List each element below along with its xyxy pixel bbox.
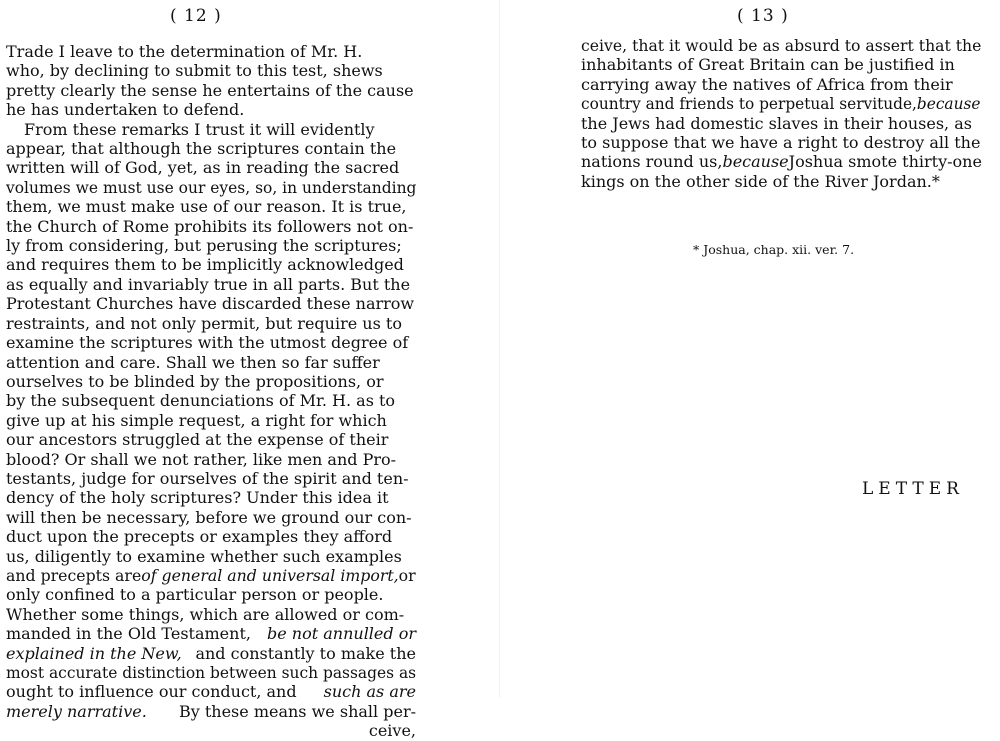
text-line: our ancestors struggled at the expense of their [6, 430, 389, 450]
page-number-left: ( 12 ) [170, 6, 222, 26]
text-line: ourselves to be blinded by the propositions, or [6, 371, 384, 391]
catchword-right: LETTER [862, 479, 964, 499]
italic-phrase: because [722, 152, 789, 172]
text-line: merely narrative. By these means we shall per- [6, 701, 416, 721]
text-line: kings on the other side of the River Jordan.* [581, 171, 940, 191]
text-line: the Jews had domestic slaves in their houses, as [581, 113, 972, 133]
text-line: manded in the Old Testament, be not annulled or [6, 624, 416, 644]
catchword-left: ceive, [368, 721, 416, 741]
text-line: only confined to a particular person or people. [6, 585, 384, 605]
left-page-text [6, 42, 416, 741]
text-line: us, diligently to examine whether such examples [6, 546, 402, 566]
right-page-text [581, 36, 981, 191]
text-line: dency of the holy scriptures? Under this idea it [6, 488, 389, 508]
text-line: who, by declining to submit to this test, shews [6, 61, 383, 81]
text-line: he has undertaken to defend. [6, 100, 245, 120]
text-line: the Church of Rome prohibits its followers not on- [6, 216, 414, 236]
text-line: as equally and invariably true in all parts. But the [6, 274, 411, 294]
italic-phrase: such as are [323, 682, 416, 702]
text-line: blood? Or shall we not rather, like men and Pro- [6, 449, 397, 469]
text-line: carrying away the natives of Africa from their [581, 74, 953, 94]
text-line: country and friends to perpetual servitude, because [581, 94, 981, 114]
text-line: ought to influence our conduct, and such as are [6, 682, 416, 702]
text-line: appear, that although the scriptures contain the [6, 139, 397, 159]
italic-phrase: be not annulled or [266, 624, 416, 644]
text-line: and precepts are of general and universal import, or [6, 565, 416, 585]
italic-phrase: merely narrative. [6, 701, 147, 721]
text-line: Trade I leave to the determination of Mr. H. [6, 42, 363, 61]
text-line: written will of God, yet, as in reading the sacred [6, 158, 400, 178]
text-line: ceive, that it would be as absurd to assert that the [581, 36, 982, 55]
text-line: ly from considering, but perusing the scriptures; [6, 236, 402, 256]
text-line: Protestant Churches have discarded these narrow [6, 294, 415, 314]
italic-phrase: because [916, 94, 981, 114]
text-line: testants, judge for ourselves of the spirit and ten- [6, 468, 409, 488]
text-line: duct upon the precepts or examples they afford [6, 527, 393, 547]
text-line: restraints, and not only permit, but require us to [6, 313, 402, 333]
text-line: nations round us, because Joshua smote thirty-one [581, 152, 982, 172]
text-line: From these remarks I trust it will evidently [24, 119, 375, 139]
text-line: volumes we must use our eyes, so, in understanding [6, 177, 417, 197]
page-number-right: ( 13 ) [737, 6, 789, 26]
italic-phrase: of general and universal import, [141, 565, 399, 585]
text-line: give up at his simple request, a right for which [6, 410, 387, 430]
text-line: will then be necessary, before we ground our con- [6, 507, 412, 527]
text-line: to suppose that we have a right to destroy all the [581, 133, 981, 153]
text-line: explained in the New, and constantly to make the [6, 643, 416, 663]
footnote: * Joshua, chap. xii. ver. 7. [693, 242, 855, 257]
text-line: pretty clearly the sense he entertains of the cause [6, 80, 414, 100]
text-line: by the subsequent denunciations of Mr. H. as to [6, 391, 396, 411]
italic-phrase: explained in the New, [6, 643, 182, 663]
text-line: attention and care. Shall we then so far suffer [6, 352, 380, 372]
text-line: most accurate distinction between such passages as [6, 663, 417, 682]
text-line: examine the scriptures with the utmost degree of [6, 333, 409, 353]
text-line: Whether some things, which are allowed or com- [6, 604, 405, 624]
text-line: and requires them to be implicitly acknowledged [6, 255, 404, 275]
text-line: them, we must make use of our reason. It is true, [6, 197, 407, 217]
text-line: inhabitants of Great Britain can be justified in [581, 55, 955, 75]
